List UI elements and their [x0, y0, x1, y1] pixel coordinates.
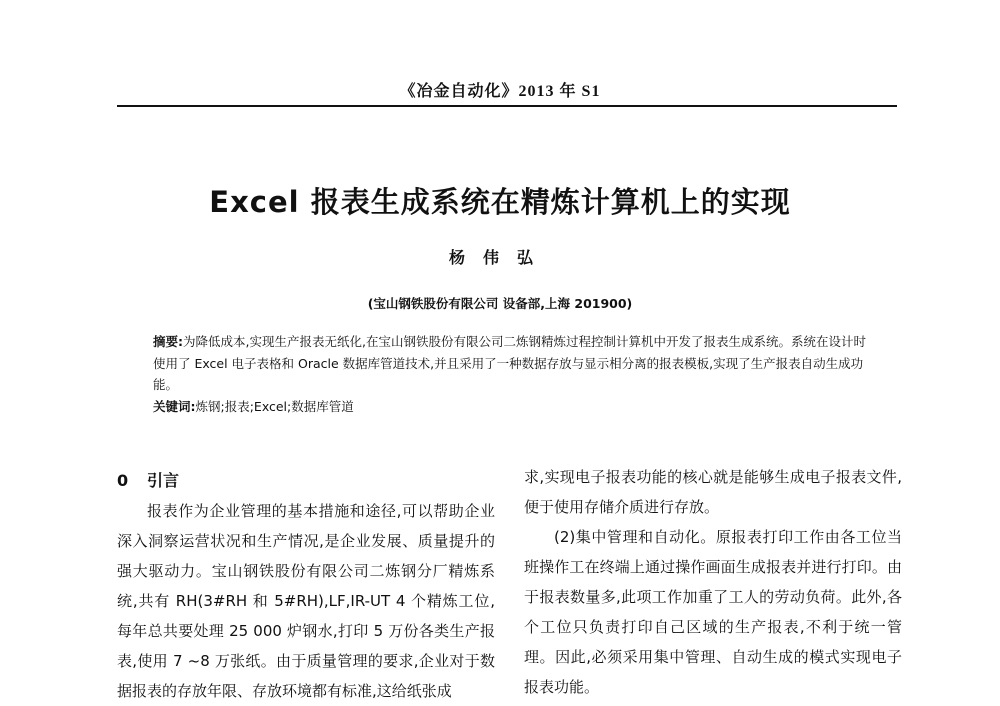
body-paragraph: 报表作为企业管理的基本措施和途径,可以帮助企业深入洞察运营状况和生产情况,是企业发展、质量提升的强大驱动力。宝山钢铁股份有限公司二炼钢分厂精炼系统,共有 RH(3#RH 和 5#RH),LF,IR-UT 4 个精炼工位,每年总共要处理 25 000 炉钢水,打印 5 万份各类生产报表,使用 7 ~8 万张纸。由于质量管理的要求,企业对于数据报表的存放年限、存放环境都有标准,这给纸张成	[117, 502, 495, 700]
left-column	[117, 466, 495, 706]
section-number: 0	[117, 471, 129, 490]
keywords-label: 关键词:	[153, 398, 196, 414]
section-title: 引言	[147, 471, 180, 490]
keywords-paragraph	[153, 396, 873, 418]
keywords-text: 炼钢;报表;Excel;数据库管道	[195, 398, 354, 414]
right-column	[524, 462, 902, 702]
article-title: Excel 报表生成系统在精炼计算机上的实现	[209, 185, 791, 219]
abstract-block	[153, 331, 873, 417]
running-head: 《冶金自动化》2013 年 S1	[399, 83, 601, 100]
abstract-paragraph	[153, 331, 873, 396]
abstract-label: 摘要:	[153, 334, 183, 349]
abstract-text: 为降低成本,实现生产报表无纸化,在宝山钢铁股份有限公司二炼钢精炼过程控制计算机中开发了报表生成系统。系统在设计时使用了 Excel 电子表格和 Oracle 数据库管道技术,并且采用了一种数据存放与显示相分离的报表模板,实现了生产报表自动生成功能。	[153, 334, 866, 392]
author-affiliation: (宝山钢铁股份有限公司 设备部,上海 201900)	[367, 296, 633, 311]
article-author: 杨伟弘	[448, 248, 551, 267]
body-paragraph: 求,实现电子报表功能的核心就是能够生成电子报表文件,便于使用存储介质进行存放。	[524, 468, 902, 516]
section-heading	[117, 466, 495, 496]
header-rule	[117, 105, 897, 107]
body-paragraph: (2)集中管理和自动化。原报表打印工作由各工位当班操作工在终端上通过操作画面生成报表并进行打印。由于报表数量多,此项工作加重了工人的劳动负荷。此外,各个工位只负责打印自己区域的生产报表,不利于统一管理。因此,必须采用集中管理、自动生成的模式实现电子报表功能。	[524, 528, 902, 696]
